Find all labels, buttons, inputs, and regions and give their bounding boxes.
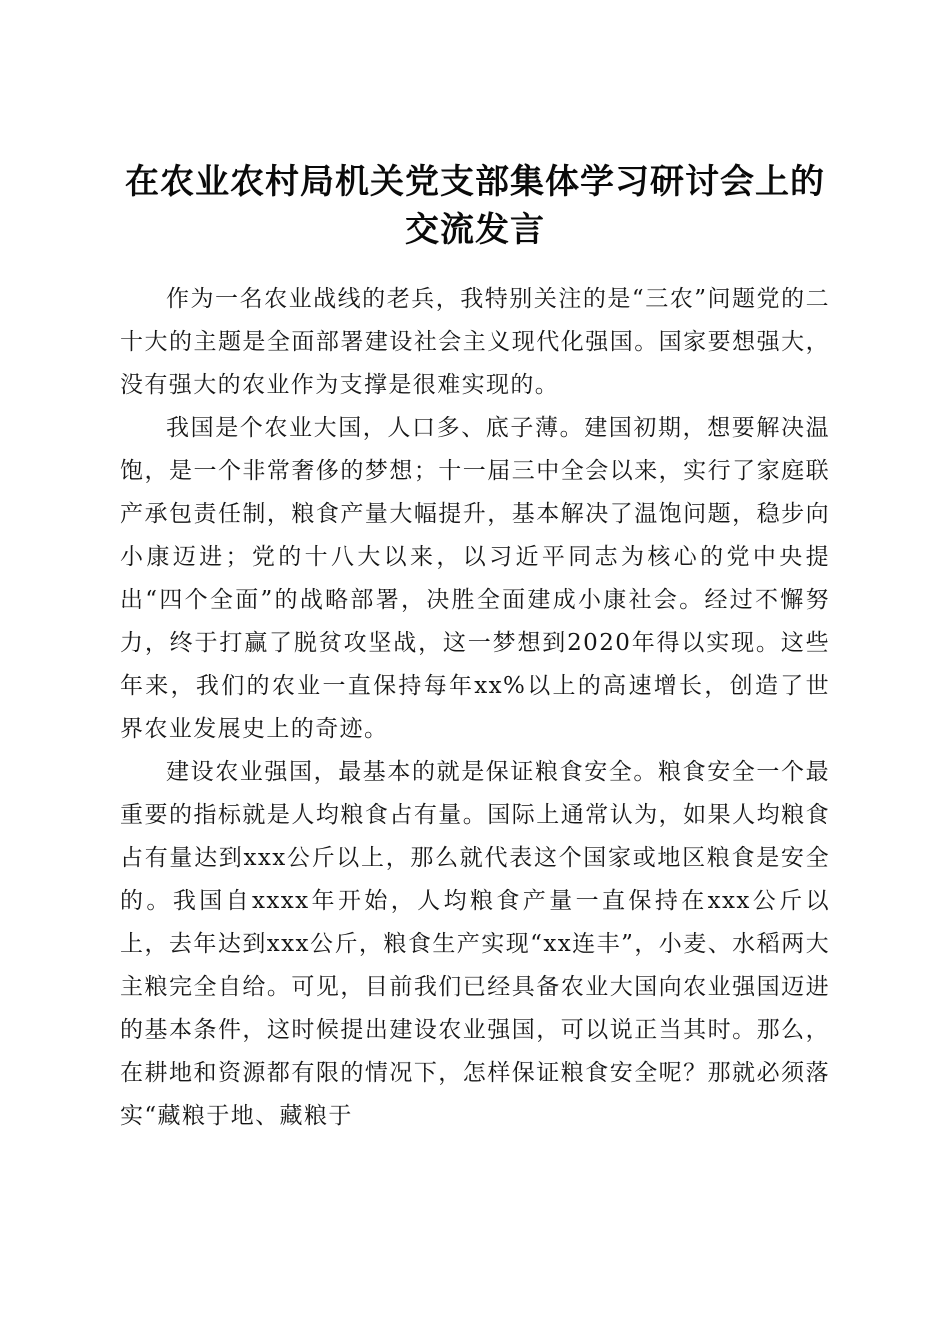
title-line-1: 在农业农村局机关党支部集体学习研讨会上的 [125,161,825,202]
paragraph-3: 建设农业强国，最基本的就是保证粮食安全。粮食安全一个最重要的指标就是人均粮食占有量。国际上通常认为，如果人均粮食占有量达到xxx公斤以上，那么就代表这个国家或地区粮食是安全的。我国自xxxx年开始，人均粮食产量一直保持在xxx公斤以上，去年达到xxx公斤，粮食生产实现“xx连丰”，小麦、水稻两大主粮完全自给。可见，目前我们已经具备农业大国向农业强国迈进的基本条件，这时候提出建设农业强国，可以说正当其时。那么，在耕地和资源都有限的情况下，怎样保证粮食安全呢？那就必须落实“藏粮于地、藏粮于 [120,759,830,1129]
document-body [120,278,830,1138]
paragraph-1: 作为一名农业战线的老兵，我特别关注的是“三农”问题党的二十大的主题是全面部署建设社会主义现代化强国。国家要想强大，没有强大的农业作为支撑是很难实现的。 [120,286,830,398]
paragraph-2: 我国是个农业大国，人口多、底子薄。建国初期，想要解决温饱，是一个非常奢侈的梦想；十一届三中全会以来，实行了家庭联产承包责任制，粮食产量大幅提升，基本解决了温饱问题，稳步向小康迈进；党的十八大以来，以习近平同志为核心的党中央提出“四个全面”的战略部署，决胜全面建成小康社会。经过不懈努力，终于打赢了脱贫攻坚战，这一梦想到2020年得以实现。这些年来，我们的农业一直保持每年xx%以上的高速增长，创造了世界农业发展史上的奇迹。 [120,415,830,742]
title-line-2: 交流发言 [405,209,545,250]
document-title [100,158,850,254]
